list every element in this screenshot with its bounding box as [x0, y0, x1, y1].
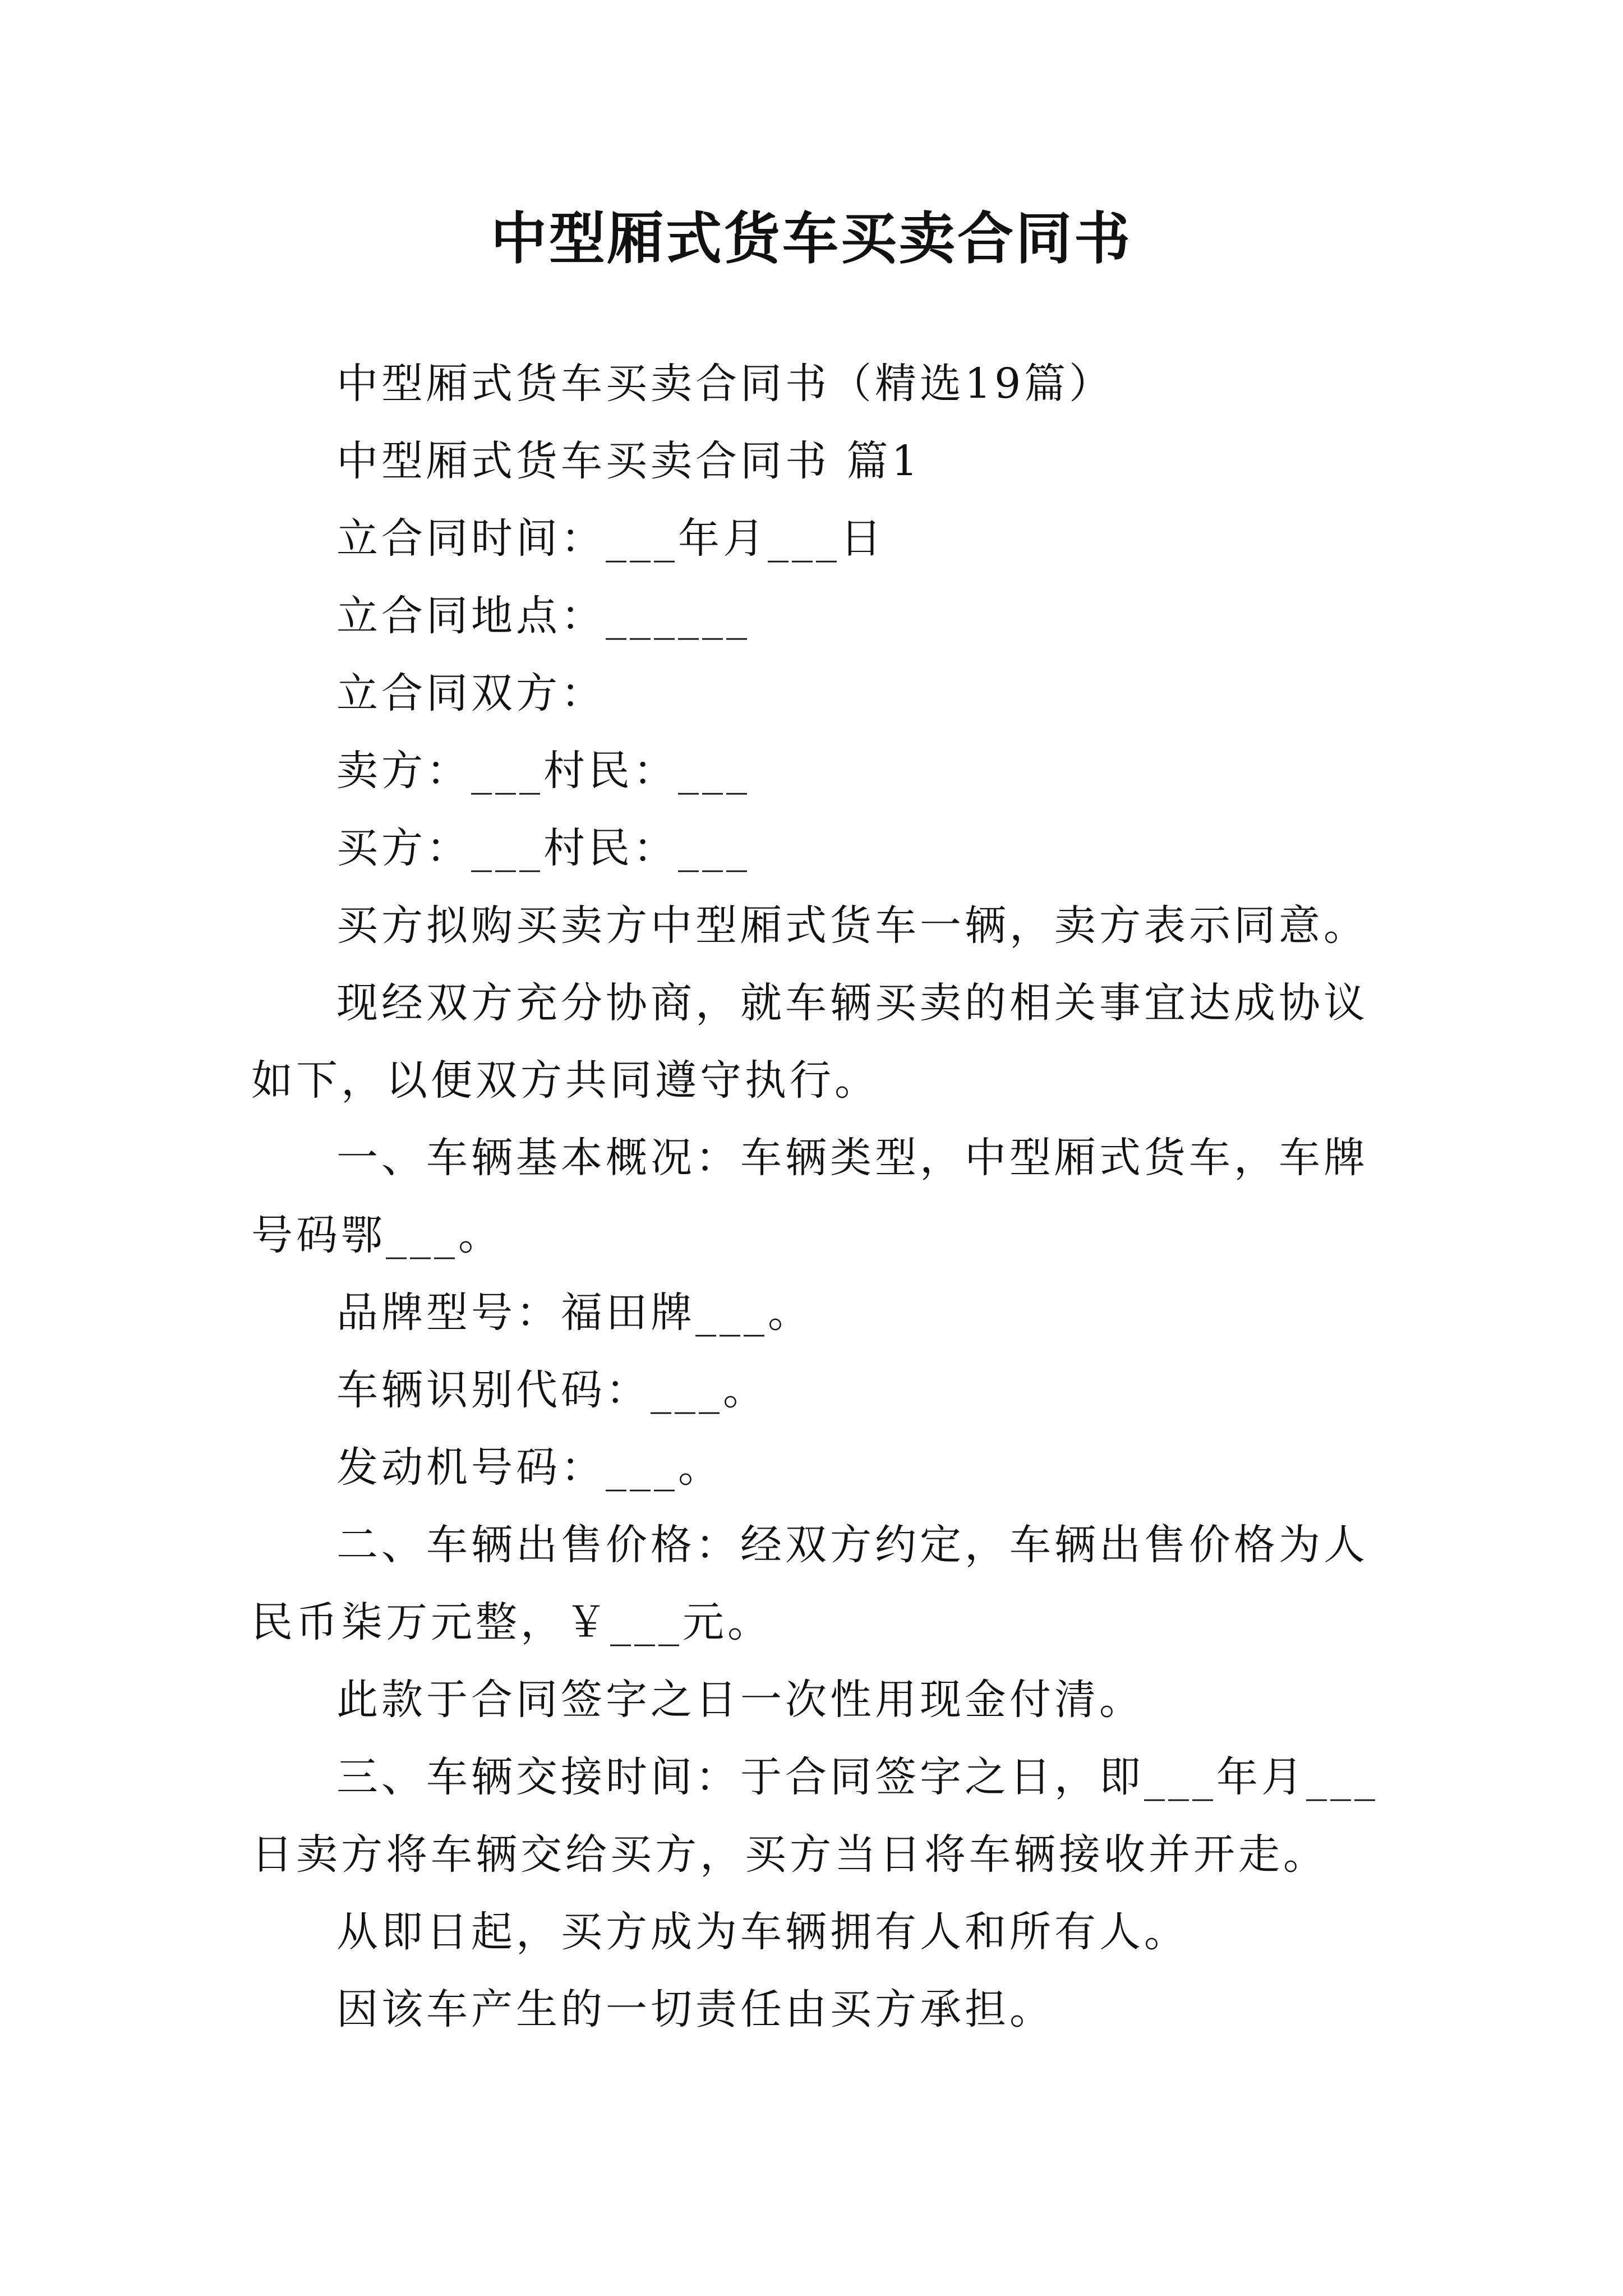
paragraph-ownership: 从即日起，买方成为车辆拥有人和所有人。	[336, 1908, 1189, 1956]
paragraph-vin: 车辆识别代码：___。	[336, 1366, 768, 1414]
paragraph-handover: 三、车辆交接时间：于合同签字之日，即___年月___日卖方将车辆交给买方，买方当日将车辆接收并开走。	[251, 1753, 1378, 1879]
paragraph-buyer: 买方：___村民：___	[336, 824, 750, 872]
document-title: 中型厢式货车买卖合同书	[491, 205, 1132, 272]
paragraph-intent: 买方拟购买卖方中型厢式货车一辆，卖方表示同意。	[336, 901, 1368, 950]
paragraph-price: 二、车辆出售价格：经双方约定，车辆出售价格为人民币柒万元整，￥___元。	[251, 1521, 1368, 1646]
document-body	[251, 345, 1381, 2048]
paragraph-section-heading: 中型厢式货车买卖合同书 篇1	[336, 437, 921, 485]
paragraph-liability: 因该车产生的一切责任由买方承担。	[336, 1985, 1054, 2033]
paragraph-brand-model: 品牌型号：福田牌___。	[336, 1289, 813, 1337]
paragraph-agreement: 现经双方充分协商，就车辆买卖的相关事宜达成协议如下，以便双方共同遵守执行。	[251, 979, 1368, 1105]
paragraph-contract-time: 立合同时间：___年月___日	[336, 514, 885, 563]
paragraph-subtitle: 中型厢式货车买卖合同书（精选19篇）	[336, 360, 1114, 408]
paragraph-vehicle-overview: 一、车辆基本概况：车辆类型，中型厢式货车，车牌号码鄂___。	[251, 1134, 1368, 1259]
paragraph-payment: 此款于合同签字之日一次性用现金付清。	[336, 1676, 1144, 1724]
paragraph-seller: 卖方：___村民：___	[336, 747, 750, 795]
paragraph-contract-place: 立合同地点：______	[336, 592, 750, 640]
paragraph-engine-number: 发动机号码：___。	[336, 1443, 723, 1492]
paragraph-contract-parties: 立合同双方：	[336, 669, 606, 717]
